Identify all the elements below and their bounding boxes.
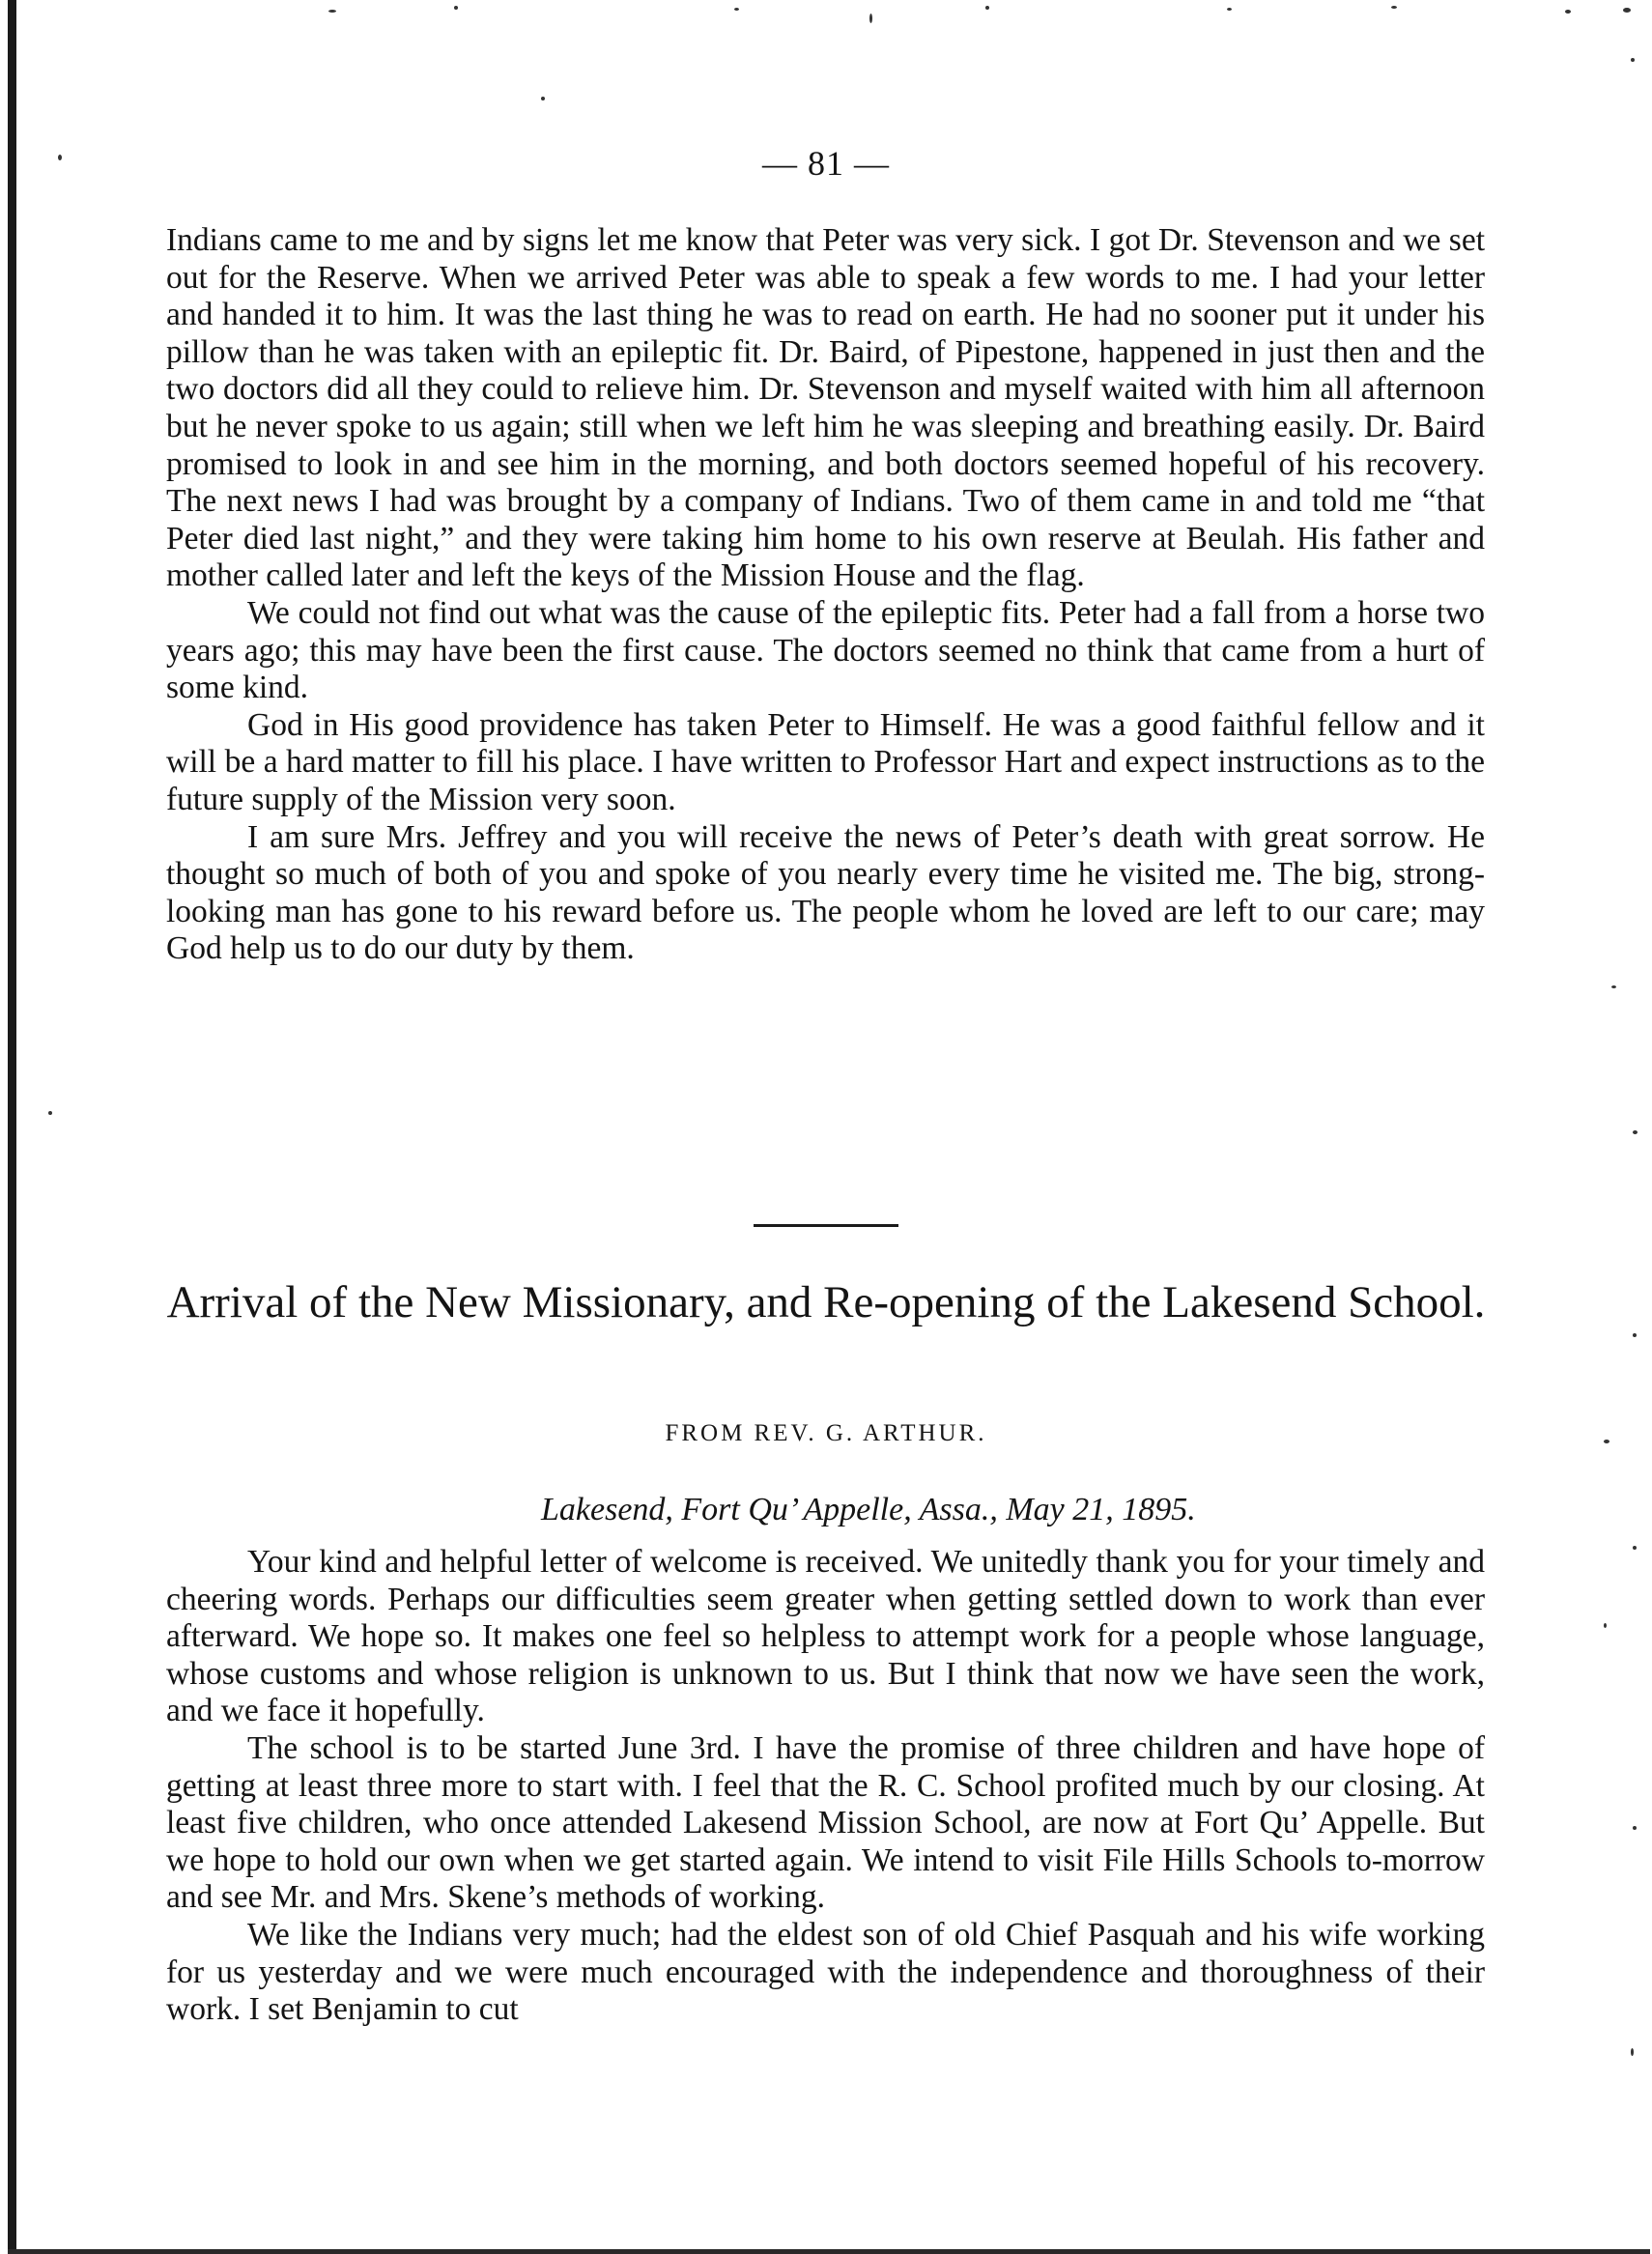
article-byline: FROM REV. G. ARTHUR. xyxy=(665,1420,987,1446)
paragraph: Your kind and helpful letter of welcome is received. We unitedly thank you for your timely and cheering words. Perhaps our difficulties seem greater when getting settled down to work than ever afterward. We hope so. It makes one feel so helpless to attempt work for a people whose language, whose customs and whose religion is unknown to us. But I think that now we have seen the work, and we face it hopefully. xyxy=(166,1544,1485,1729)
page-edge-shadow xyxy=(8,0,16,2254)
article-body xyxy=(166,1544,1485,2029)
page-number: — 81 — xyxy=(762,144,890,183)
paragraph: Indians came to me and by signs let me know that Peter was very sick. I got Dr. Stevenson and we set out for the Reserve. When we arrived Peter was able to speak a few words to me. I had your letter and handed it to him. It was the last thing he was to read on earth. He had no sooner put it under his pillow than he was taken with an epileptic fit. Dr. Baird, of Pipestone, happened in just then and the two doctors did all they could to relieve him. Dr. Stevenson and myself waited with him all afternoon but he never spoke to us again; still when we left him he was sleeping and breathing easily. Dr. Baird promised to look in and see him in the morning, and both doctors seemed hopeful of his recovery. The next news I had was brought by a company of Indians. Two of them came in and told me “that Peter died last night,” and they were taking him home to his own reserve at Beulah. His father and mother called later and left the keys of the Mission House and the flag. xyxy=(166,222,1485,594)
section-divider xyxy=(754,1224,898,1227)
article-dateline: Lakesend, Fort Qu’ Appelle, Assa., May 21, 1895. xyxy=(541,1492,1196,1527)
paragraph: We like the Indians very much; had the eldest son of old Chief Pasquah and his wife working for us yesterday and we were much encouraged with the independence and thoroughness of their work. I set Benjamin to cut xyxy=(166,1916,1485,2028)
article-title: Arrival of the New Missionary, and Re-opening of the Lakesend School. xyxy=(166,1277,1486,1327)
paragraph: God in His good providence has taken Peter to Himself. He was a good faithful fellow and it will be a hard matter to fill his place. I have written to Professor Hart and expect instructions as to the future supply of the Mission very soon. xyxy=(166,706,1485,817)
paragraph: I am sure Mrs. Jeffrey and you will receive the news of Peter’s death with great sorrow. He thought so much of both of you and spoke of you nearly every time he visited me. The big, strong-looking man has gone to his reward before us. The people whom he loved are left to our care; may God help us to do our duty by them. xyxy=(166,818,1485,967)
paragraph: We could not find out what was the cause of the epileptic fits. Peter had a fall from a horse two years ago; this may have been the first cause. The doctors seemed no think that came from a hurt of some kind. xyxy=(166,594,1485,706)
page-bottom-edge xyxy=(8,2249,1650,2254)
letter-continuation xyxy=(166,222,1485,968)
paragraph: The school is to be started June 3rd. I have the promise of three children and have hope of getting at least three more to start with. I feel that the R. C. School profited much by our closing. At least five children, who once attended Lakesend Mission School, are now at Fort Qu’ Appelle. But we hope to hold our own when we get started again. We intend to visit File Hills Schools to-morrow and see Mr. and Mrs. Skene’s methods of working. xyxy=(166,1729,1485,1916)
